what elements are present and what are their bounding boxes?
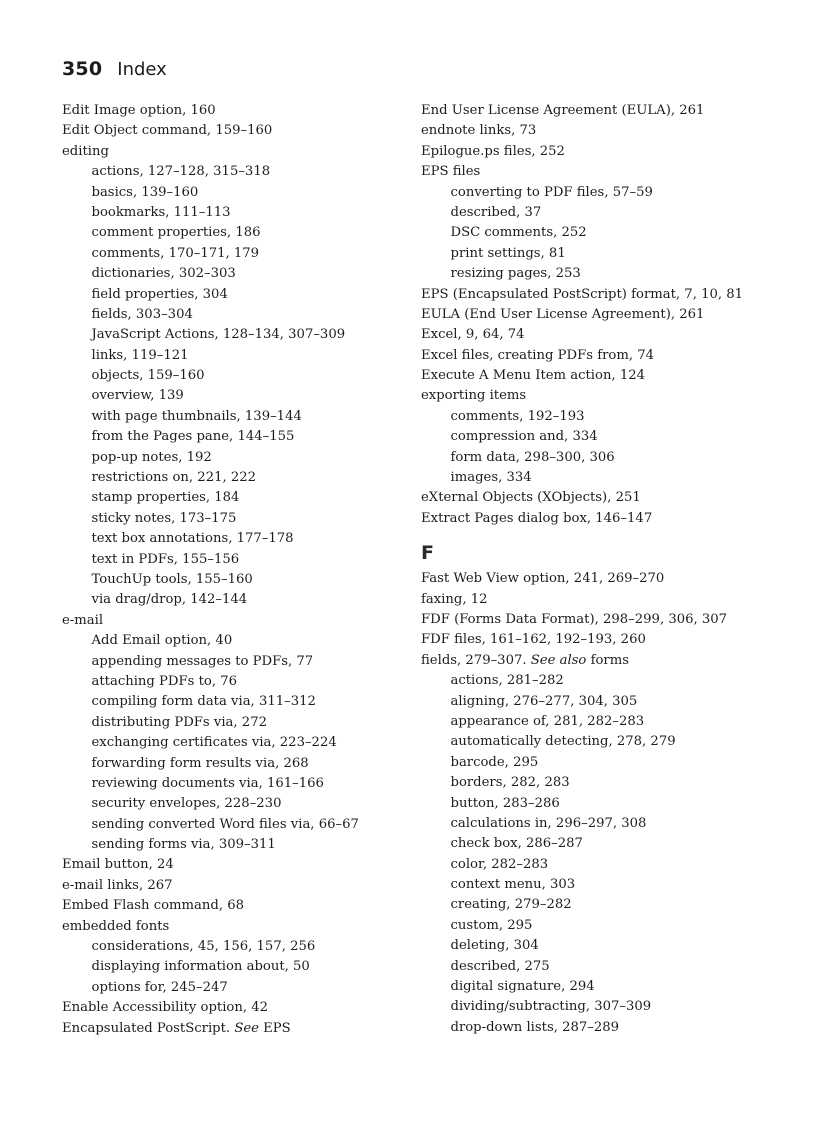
- entry-text: Edit Object command, 159–160: [62, 123, 273, 139]
- index-subentry: [62, 835, 402, 855]
- index-subentry: [62, 794, 402, 814]
- index-subentry: [62, 285, 402, 305]
- entry-text: check box, 286–287: [450, 836, 583, 852]
- entry-text: exporting items: [421, 388, 527, 404]
- entry-text: Email button, 24: [62, 857, 174, 873]
- index-subentry: [421, 183, 781, 203]
- entry-text: FDF files, 161–162, 192–193, 260: [421, 632, 646, 648]
- entry-text: considerations, 45, 156, 157, 256: [91, 939, 316, 955]
- entry-text: pop-up notes, 192: [91, 449, 212, 465]
- index-subentry: [62, 957, 402, 977]
- index-subentry: [62, 692, 402, 712]
- index-subentry: [62, 590, 402, 610]
- entry-text: restrictions on, 221, 222: [91, 470, 257, 486]
- index-subentry: [62, 672, 402, 692]
- page-number: 350: [62, 58, 103, 80]
- index-entry: [421, 285, 781, 305]
- index-subentry: [62, 203, 402, 223]
- index-subentry: [62, 978, 402, 998]
- entry-text: EPS files: [421, 164, 481, 180]
- entry-text: basics, 139–160: [91, 184, 199, 200]
- entry-text: bookmarks, 111–113: [91, 204, 231, 220]
- index-entry: [421, 366, 781, 386]
- cross-reference-target: forms: [590, 652, 629, 668]
- index-column-right: [421, 101, 781, 1038]
- entry-text: dictionaries, 302–303: [91, 266, 236, 282]
- index-entry: [62, 855, 402, 875]
- index-entry: [421, 651, 781, 671]
- entry-text: embedded fonts: [62, 918, 170, 934]
- index-subentry: [62, 244, 402, 264]
- entry-text: actions, 127–128, 315–318: [91, 164, 271, 180]
- index-entry: [421, 325, 781, 345]
- index-subentry: [62, 529, 402, 549]
- index-entry: [421, 630, 781, 650]
- cross-reference-target: EPS: [263, 1020, 291, 1036]
- index-subentry: [421, 977, 781, 997]
- index-subentry: [421, 244, 781, 264]
- index-subentry: [62, 937, 402, 957]
- entry-text: FDF (Forms Data Format), 298–299, 306, 307: [421, 611, 728, 627]
- index-subentry: [62, 733, 402, 753]
- entry-text: DSC comments, 252: [450, 225, 587, 241]
- cross-reference-label: See also: [530, 652, 587, 668]
- index-subentry: [421, 712, 781, 732]
- index-entry: [421, 101, 781, 121]
- entry-text: sending converted Word files via, 66–67: [91, 816, 359, 832]
- index-subentry: [421, 448, 781, 468]
- entry-text: appearance of, 281, 282–283: [450, 713, 645, 729]
- index-subentry: [421, 997, 781, 1017]
- index-subentry: [421, 427, 781, 447]
- index-subentry: [421, 223, 781, 243]
- entry-text: e-mail: [62, 612, 104, 628]
- index-subentry: [62, 346, 402, 366]
- page-header: [62, 58, 167, 86]
- entry-text: images, 334: [450, 470, 532, 486]
- entry-text: links, 119–121: [91, 347, 189, 363]
- index-subentry: [62, 325, 402, 345]
- entry-text: compiling form data via, 311–312: [91, 694, 316, 710]
- entry-text: text box annotations, 177–178: [91, 531, 294, 547]
- index-subentry: [421, 732, 781, 752]
- entry-text: comments, 170–171, 179: [91, 245, 260, 261]
- entry-text: comment properties, 186: [91, 225, 261, 241]
- index-subentry: [62, 162, 402, 182]
- index-entry: [421, 121, 781, 141]
- entry-text: Extract Pages dialog box, 146–147: [421, 510, 653, 526]
- entry-text: compression and, 334: [450, 429, 598, 445]
- entry-text: Fast Web View option, 241, 269–270: [421, 571, 665, 587]
- index-subentry: [62, 754, 402, 774]
- index-entry: [62, 101, 402, 121]
- entry-text: overview, 139: [91, 388, 184, 404]
- entry-text: editing: [62, 143, 109, 159]
- entry-text: comments, 192–193: [450, 408, 585, 424]
- entry-text: context menu, 303: [450, 877, 576, 893]
- index-subentry: [62, 774, 402, 794]
- entry-text: custom, 295: [450, 917, 533, 933]
- entry-text: described, 37: [450, 204, 542, 220]
- entry-text: forwarding form results via, 268: [91, 755, 309, 771]
- entry-text: displaying information about, 50: [91, 959, 310, 975]
- index-entry: [62, 896, 402, 916]
- entry-text: Excel files, creating PDFs from, 74: [421, 347, 654, 363]
- index-entry: [62, 142, 402, 162]
- entry-text: Encapsulated PostScript.: [62, 1020, 231, 1036]
- index-subentry: [421, 855, 781, 875]
- index-subentry: [62, 427, 402, 447]
- entry-text: faxing, 12: [421, 591, 488, 607]
- index-entry: [421, 488, 781, 508]
- index-subentry: [62, 488, 402, 508]
- index-subentry: [62, 713, 402, 733]
- index-subentry: [62, 448, 402, 468]
- entry-text: drop-down lists, 287–289: [450, 1019, 620, 1035]
- index-subentry: [62, 183, 402, 203]
- entry-text: attaching PDFs to, 76: [91, 673, 238, 689]
- entry-text: described, 275: [450, 958, 550, 974]
- index-entry: [62, 917, 402, 937]
- index-subentry: [62, 509, 402, 529]
- entry-text: form data, 298–300, 306: [450, 449, 615, 465]
- entry-text: exchanging certificates via, 223–224: [91, 735, 337, 751]
- entry-text: Embed Flash command, 68: [62, 898, 244, 914]
- section-letter-heading: F: [421, 542, 434, 565]
- index-entry: [421, 142, 781, 162]
- index-subentry: [421, 794, 781, 814]
- entry-text: actions, 281–282: [450, 673, 564, 689]
- entry-text: options for, 245–247: [91, 979, 228, 995]
- index-subentry: [62, 386, 402, 406]
- index-subentry: [62, 223, 402, 243]
- entry-text: via drag/drop, 142–144: [91, 592, 248, 608]
- entry-text: creating, 279–282: [450, 897, 572, 913]
- index-subentry: [421, 895, 781, 915]
- index-subentry: [421, 407, 781, 427]
- entry-text: EULA (End User License Agreement), 261: [421, 306, 705, 322]
- index-entry: [421, 509, 781, 529]
- index-subentry: [421, 1018, 781, 1038]
- index-subentry: [62, 366, 402, 386]
- entry-text: e-mail links, 267: [62, 877, 173, 893]
- cross-reference-label: See: [234, 1020, 259, 1036]
- entry-text: field properties, 304: [91, 286, 228, 302]
- index-subentry: [421, 773, 781, 793]
- entry-text: borders, 282, 283: [450, 775, 570, 791]
- running-head: Index: [117, 59, 167, 80]
- index-entry: [421, 305, 781, 325]
- index-subentry: [62, 407, 402, 427]
- entry-text: stamp properties, 184: [91, 490, 240, 506]
- entry-text: eXternal Objects (XObjects), 251: [421, 490, 641, 506]
- index-subentry: [421, 692, 781, 712]
- entry-text: End User License Agreement (EULA), 261: [421, 103, 705, 118]
- entry-text: fields, 303–304: [91, 306, 193, 322]
- entry-text: Execute A Menu Item action, 124: [421, 368, 646, 384]
- entry-text: Excel, 9, 64, 74: [421, 327, 525, 343]
- entry-text: distributing PDFs via, 272: [91, 714, 267, 730]
- entry-text: converting to PDF files, 57–59: [450, 184, 653, 200]
- index-subentry: [421, 814, 781, 834]
- index-subentry: [62, 305, 402, 325]
- index-entry: [62, 1019, 402, 1039]
- entry-text: calculations in, 296–297, 308: [450, 815, 647, 831]
- entry-text: Edit Image option, 160: [62, 103, 216, 118]
- index-subentry: [62, 631, 402, 651]
- index-section-f: [421, 569, 781, 1038]
- entry-text: automatically detecting, 278, 279: [450, 734, 676, 750]
- entry-text: from the Pages pane, 144–155: [91, 429, 295, 445]
- index-section-e: [421, 101, 781, 529]
- entry-text: barcode, 295: [450, 754, 539, 770]
- index-entry: [62, 876, 402, 896]
- entry-text: sending forms via, 309–311: [91, 837, 276, 853]
- index-subentry: [421, 834, 781, 854]
- entry-text: button, 283–286: [450, 795, 560, 811]
- entry-text: dividing/subtracting, 307–309: [450, 999, 652, 1015]
- index-subentry: [62, 468, 402, 488]
- index-subentry: [62, 550, 402, 570]
- entry-text: endnote links, 73: [421, 123, 537, 139]
- entry-text: Enable Accessibility option, 42: [62, 1000, 269, 1016]
- entry-text: digital signature, 294: [450, 979, 595, 995]
- index-entry: [421, 610, 781, 630]
- entry-text: with page thumbnails, 139–144: [91, 408, 302, 424]
- entry-text: resizing pages, 253: [450, 266, 581, 282]
- index-entry: [421, 386, 781, 406]
- entry-text: Add Email option, 40: [91, 633, 233, 649]
- entry-text: color, 282–283: [450, 856, 549, 872]
- index-subentry: [62, 264, 402, 284]
- index-subentry: [62, 815, 402, 835]
- entry-text: print settings, 81: [450, 245, 566, 261]
- index-entry: [62, 121, 402, 141]
- index-subentry: [421, 203, 781, 223]
- entry-text: Epilogue.ps files, 252: [421, 143, 565, 159]
- entry-text: security envelopes, 228–230: [91, 796, 282, 812]
- entry-text: objects, 159–160: [91, 368, 205, 384]
- index-entry: [62, 611, 402, 631]
- index-subentry: [62, 570, 402, 590]
- index-entry: [421, 162, 781, 182]
- index-column-left: [62, 101, 402, 1039]
- entry-text: EPS (Encapsulated PostScript) format, 7, 10, 81: [421, 286, 744, 302]
- entry-text: TouchUp tools, 155–160: [91, 571, 253, 587]
- entry-text: text in PDFs, 155–156: [91, 551, 240, 567]
- entry-text: sticky notes, 173–175: [91, 510, 237, 526]
- index-subentry: [421, 936, 781, 956]
- index-subentry: [421, 671, 781, 691]
- index-entry: [62, 998, 402, 1018]
- entry-text: aligning, 276–277, 304, 305: [450, 693, 638, 709]
- entry-text: fields, 279–307.: [421, 652, 527, 668]
- index-subentry: [62, 652, 402, 672]
- index-entry: [421, 590, 781, 610]
- index-subentry: [421, 875, 781, 895]
- index-subentry: [421, 916, 781, 936]
- index-subentry: [421, 468, 781, 488]
- entry-text: deleting, 304: [450, 938, 539, 954]
- index-subentry: [421, 264, 781, 284]
- index-entry: [421, 346, 781, 366]
- index-subentry: [421, 753, 781, 773]
- index-subentry: [421, 957, 781, 977]
- entry-text: JavaScript Actions, 128–134, 307–309: [91, 327, 346, 343]
- index-entry: [421, 569, 781, 589]
- entry-text: reviewing documents via, 161–166: [91, 775, 324, 791]
- entry-text: appending messages to PDFs, 77: [91, 653, 314, 669]
